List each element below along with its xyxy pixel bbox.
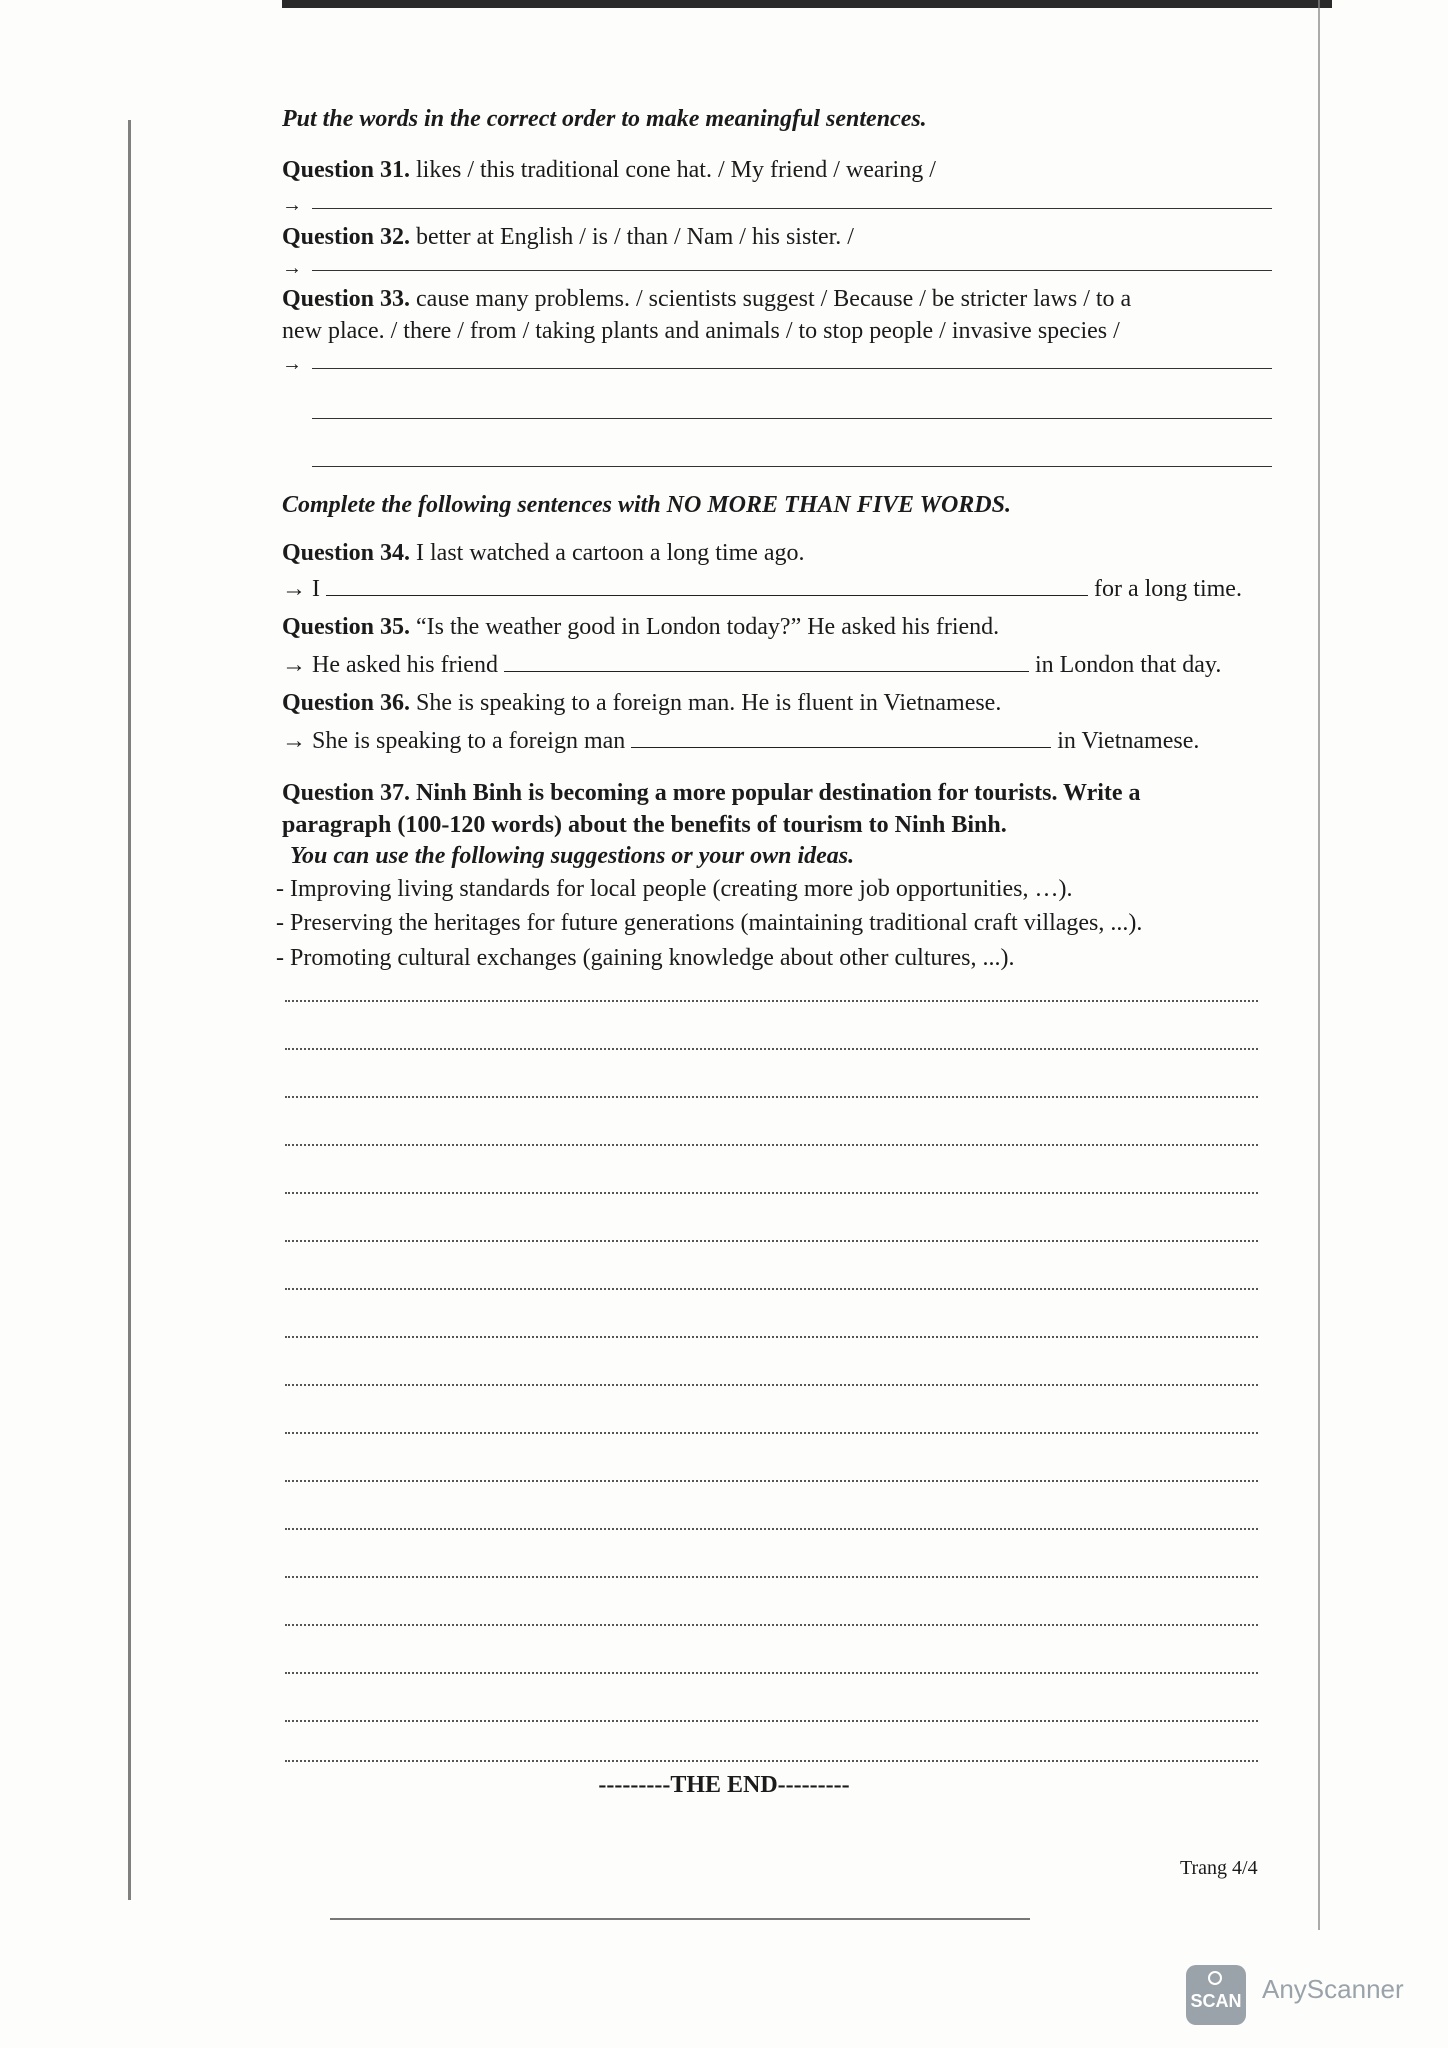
answer-line-33c — [312, 466, 1272, 467]
answer-line-32 — [312, 270, 1272, 271]
writing-line — [285, 1576, 1258, 1578]
question-35 — [282, 612, 1282, 642]
suggestion-item: - Promoting cultural exchanges (gaining knowledge about other cultures, ...). — [276, 945, 1015, 971]
question-34-answer — [282, 574, 1282, 604]
question-34 — [282, 538, 1282, 568]
lens-icon — [1208, 1971, 1222, 1985]
question-37-line1: Question 37. Ninh Binh is becoming a more popular destination for tourists. Write a — [282, 780, 1141, 806]
suggestion-item: - Preserving the heritages for future generations (maintaining traditional craft villages, ...). — [276, 910, 1143, 936]
writing-line — [285, 1096, 1258, 1098]
writing-line — [285, 1240, 1258, 1242]
question-31-label: Question 31. — [282, 157, 411, 183]
question-33-text-line1: cause many problems. / scientists suggest / Because / be stricter laws / to a — [416, 286, 1132, 312]
question-35-prefix: → He asked his friend — [282, 652, 498, 678]
writing-line — [285, 1720, 1258, 1722]
question-35-text: “Is the weather good in London today?” He asked his friend. — [416, 614, 1000, 640]
question-35-answer — [282, 650, 1282, 680]
question-33-label: Question 33. — [282, 286, 411, 312]
suggestion-item: - Improving living standards for local people (creating more job opportunities, …). — [276, 876, 1073, 902]
suggestions-title: You can use the following suggestions or your own ideas. — [290, 843, 855, 869]
writing-line — [285, 1480, 1258, 1482]
answer-line-31 — [312, 208, 1272, 209]
arrow-icon: → — [282, 353, 302, 375]
anyscanner-logo-icon — [1186, 1965, 1246, 2025]
question-34-prefix: → I — [282, 576, 320, 602]
scan-logo-text: SCAN — [1190, 1991, 1242, 2011]
question-36-label: Question 36. — [282, 690, 411, 716]
question-36-text: She is speaking to a foreign man. He is fluent in Vietnamese. — [416, 690, 1002, 716]
question-33-text-line2: new place. / there / from / taking plants and animals / to stop people / invasive species / — [282, 318, 1120, 344]
left-margin-line — [128, 120, 131, 1900]
writing-line — [285, 1000, 1258, 1002]
answer-line-33b — [312, 418, 1272, 419]
question-36-prefix: → She is speaking to a foreign man — [282, 728, 626, 754]
question-36 — [282, 688, 1282, 718]
question-32 — [282, 222, 1282, 252]
arrow-icon: → — [282, 257, 302, 279]
arrow-icon: → — [282, 194, 302, 216]
question-31-text: likes / this traditional cone hat. / My friend / wearing / — [416, 157, 936, 183]
anyscanner-watermark: AnyScanner — [1262, 1974, 1404, 2004]
question-35-suffix: in London that day. — [1034, 652, 1222, 678]
writing-line — [285, 1528, 1258, 1530]
writing-line — [285, 1384, 1258, 1386]
right-margin-line — [1318, 0, 1320, 1930]
writing-line — [285, 1288, 1258, 1290]
writing-line — [285, 1624, 1258, 1626]
section2-title: Complete the following sentences with NO MORE THAN FIVE WORDS. — [282, 492, 1011, 518]
scan-top-edge — [282, 0, 1332, 8]
question-32-text: better at English / is / than / Nam / his sister. / — [416, 224, 854, 250]
question-32-label: Question 32. — [282, 224, 411, 250]
question-34-blank — [326, 577, 1088, 596]
writing-line — [285, 1336, 1258, 1338]
writing-line — [285, 1144, 1258, 1146]
question-37-line2: paragraph (100-120 words) about the benefits of tourism to Ninh Binh. — [282, 812, 1007, 838]
writing-line — [285, 1192, 1258, 1194]
writing-line — [285, 1672, 1258, 1674]
the-end-text: ---------THE END--------- — [598, 1772, 850, 1798]
question-35-blank — [504, 653, 1029, 672]
writing-line — [285, 1048, 1258, 1050]
question-34-suffix: for a long time. — [1094, 576, 1242, 602]
question-36-answer — [282, 726, 1282, 756]
question-36-blank — [631, 729, 1051, 748]
writing-line — [285, 1760, 1258, 1762]
question-35-label: Question 35. — [282, 614, 411, 640]
question-31 — [282, 155, 1282, 185]
writing-line — [285, 1432, 1258, 1434]
question-36-suffix: in Vietnamese. — [1057, 728, 1200, 754]
question-34-label: Question 34. — [282, 540, 411, 566]
answer-line-33a — [312, 368, 1272, 369]
bottom-edge-line — [330, 1918, 1030, 1920]
section1-title: Put the words in the correct order to make meaningful sentences. — [282, 106, 927, 132]
question-34-text: I last watched a cartoon a long time ago. — [416, 540, 805, 566]
question-33 — [282, 284, 1282, 314]
page-number: Trang 4/4 — [1180, 1857, 1258, 1879]
